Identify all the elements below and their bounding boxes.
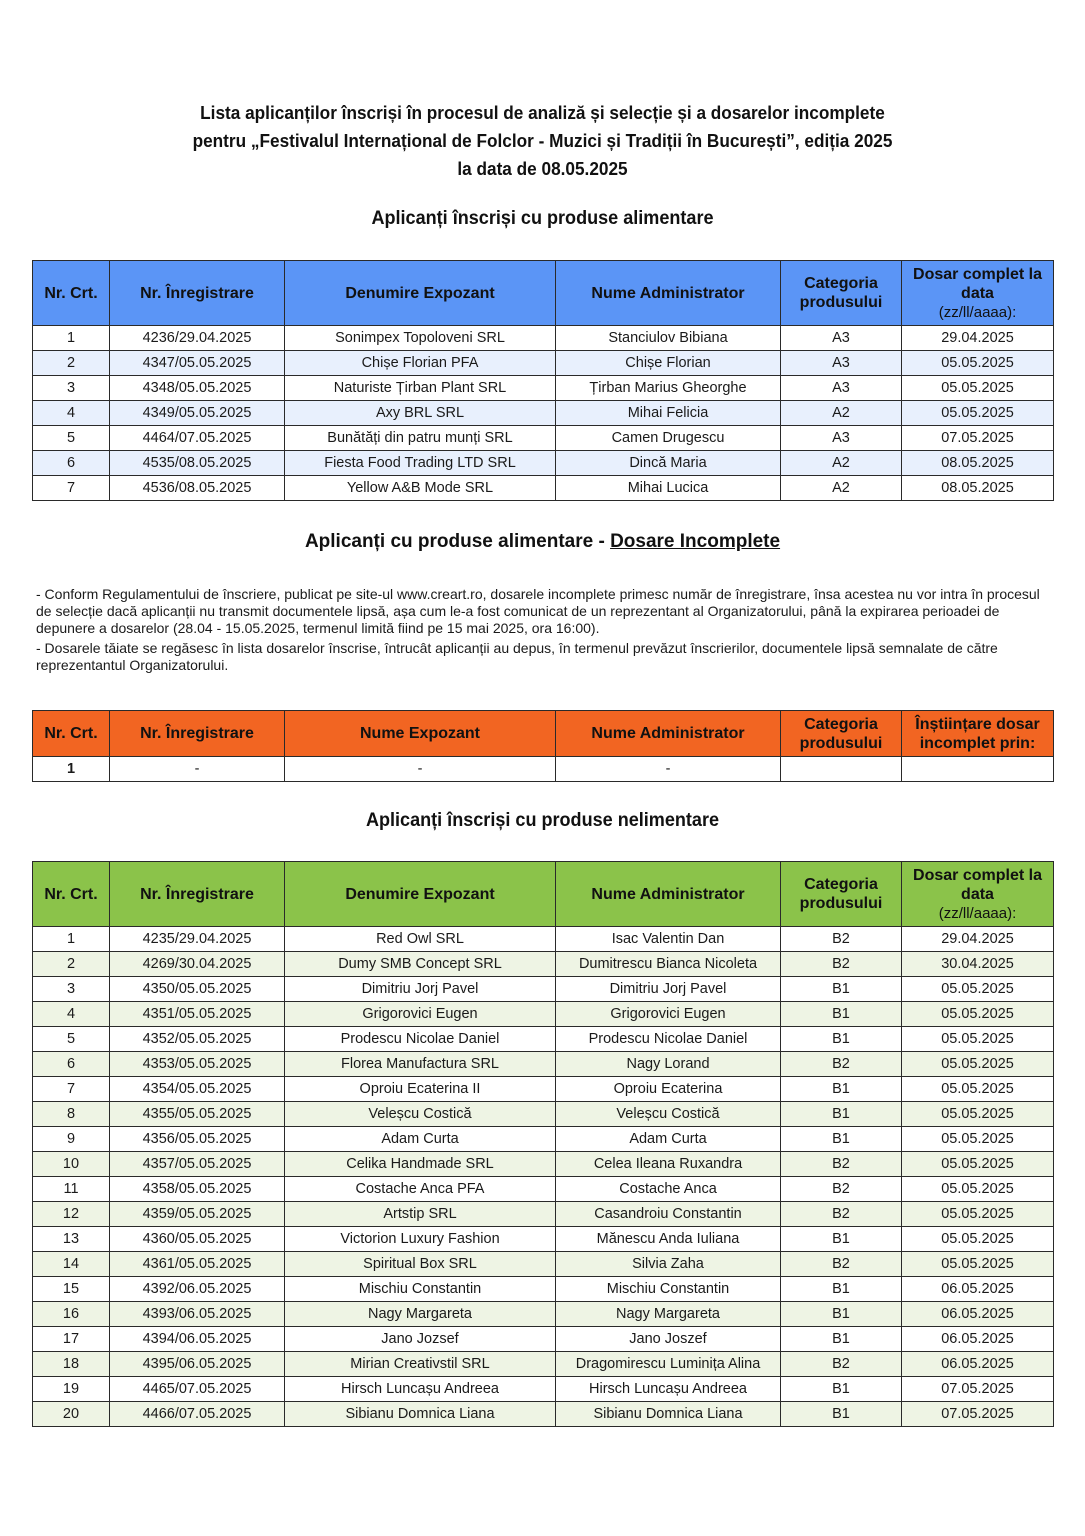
- cell-administrator: Jano Joszef: [556, 1327, 781, 1352]
- column-header-dosar-complet-label: Dosar complet la data: [913, 265, 1042, 302]
- table-row: [33, 1252, 1054, 1277]
- table-row: [33, 1402, 1054, 1427]
- cell-administrator: Camen Drugescu: [556, 426, 781, 451]
- cell-nr-inregistrare: 4360/05.05.2025: [110, 1227, 285, 1252]
- cell-administrator: Țirban Marius Gheorghe: [556, 376, 781, 401]
- cell-expozant: Chișe Florian PFA: [285, 351, 556, 376]
- cell-nr-inregistrare: 4347/05.05.2025: [110, 351, 285, 376]
- table-row: [33, 977, 1054, 1002]
- cell-expozant: Dimitriu Jorj Pavel: [285, 977, 556, 1002]
- column-header-denumire-expozant: Denumire Expozant: [285, 261, 556, 326]
- cell-date: 06.05.2025: [902, 1277, 1054, 1302]
- table-row: [33, 1352, 1054, 1377]
- cell-nr-crt: 1: [33, 326, 110, 351]
- incomplete-notes: [36, 586, 1051, 677]
- cell-date: 05.05.2025: [902, 351, 1054, 376]
- cell-nr-crt: 13: [33, 1227, 110, 1252]
- column-header-nr-crt: Nr. Crt.: [33, 261, 110, 326]
- cell-nr-inregistrare: 4350/05.05.2025: [110, 977, 285, 1002]
- cell-date: 05.05.2025: [902, 1027, 1054, 1052]
- cell-expozant: Costache Anca PFA: [285, 1177, 556, 1202]
- table-row: [33, 1227, 1054, 1252]
- cell-nr-inregistrare: 4353/05.05.2025: [110, 1052, 285, 1077]
- cell-administrator: Casandroiu Constantin: [556, 1202, 781, 1227]
- cell-expozant: -: [285, 757, 556, 782]
- cell-nr-inregistrare: 4358/05.05.2025: [110, 1177, 285, 1202]
- cell-administrator: Nagy Margareta: [556, 1302, 781, 1327]
- table-row: [33, 451, 1054, 476]
- cell-expozant: Grigorovici Eugen: [285, 1002, 556, 1027]
- cell-nr-crt: 10: [33, 1152, 110, 1177]
- cell-categoria: A3: [781, 376, 902, 401]
- cell-expozant: Naturiste Țirban Plant SRL: [285, 376, 556, 401]
- cell-nr-inregistrare: 4359/05.05.2025: [110, 1202, 285, 1227]
- column-header-nume-administrator: Nume Administrator: [556, 862, 781, 927]
- cell-nr-crt: 3: [33, 376, 110, 401]
- cell-nr-crt: 9: [33, 1127, 110, 1152]
- table-row: [33, 351, 1054, 376]
- table-row: [33, 1027, 1054, 1052]
- cell-categoria: B2: [781, 1152, 902, 1177]
- cell-expozant: Mischiu Constantin: [285, 1277, 556, 1302]
- incomplete-files-table: [32, 710, 1054, 782]
- column-header-nume-administrator: Nume Administrator: [556, 711, 781, 757]
- cell-date: 05.05.2025: [902, 401, 1054, 426]
- cell-categoria: B2: [781, 952, 902, 977]
- cell-categoria: B1: [781, 1002, 902, 1027]
- column-header-dosar-complet: [902, 261, 1054, 326]
- cell-nr-inregistrare: 4394/06.05.2025: [110, 1327, 285, 1352]
- cell-administrator: Costache Anca: [556, 1177, 781, 1202]
- column-header-nr-inregistrare: Nr. Înregistrare: [110, 261, 285, 326]
- cell-date: 30.04.2025: [902, 952, 1054, 977]
- cell-nr-crt: 6: [33, 451, 110, 476]
- cell-date: 07.05.2025: [902, 1377, 1054, 1402]
- cell-administrator: Oproiu Ecaterina: [556, 1077, 781, 1102]
- cell-date: 05.05.2025: [902, 1002, 1054, 1027]
- cell-date: 08.05.2025: [902, 451, 1054, 476]
- cell-categoria: B2: [781, 1252, 902, 1277]
- cell-nr-crt: 15: [33, 1277, 110, 1302]
- cell-nr-crt: 6: [33, 1052, 110, 1077]
- cell-date: 05.05.2025: [902, 1177, 1054, 1202]
- cell-date: 05.05.2025: [902, 376, 1054, 401]
- cell-expozant: Celika Handmade SRL: [285, 1152, 556, 1177]
- nonfood-section-title: Aplicanți înscriși cu produse nelimentare: [365, 810, 720, 831]
- cell-nr-inregistrare: 4348/05.05.2025: [110, 376, 285, 401]
- cell-nr-inregistrare: 4269/30.04.2025: [110, 952, 285, 977]
- cell-nr-crt: 17: [33, 1327, 110, 1352]
- cell-nr-inregistrare: 4235/29.04.2025: [110, 927, 285, 952]
- incomplete-section-title: [0, 531, 1085, 553]
- cell-expozant: Axy BRL SRL: [285, 401, 556, 426]
- document-title: [38, 99, 1047, 183]
- cell-nr-inregistrare: 4357/05.05.2025: [110, 1152, 285, 1177]
- cell-expozant: Sibianu Domnica Liana: [285, 1402, 556, 1427]
- column-header-instiintare: Înștiințare dosar incomplet prin:: [902, 711, 1054, 757]
- cell-nr-crt: 7: [33, 476, 110, 501]
- cell-nr-inregistrare: 4535/08.05.2025: [110, 451, 285, 476]
- cell-administrator: Silvia Zaha: [556, 1252, 781, 1277]
- cell-administrator: Adam Curta: [556, 1127, 781, 1152]
- cell-categoria: B2: [781, 927, 902, 952]
- cell-nr-inregistrare: 4464/07.05.2025: [110, 426, 285, 451]
- cell-nr-crt: 20: [33, 1402, 110, 1427]
- cell-expozant: Veleșcu Costică: [285, 1102, 556, 1127]
- cell-date: 06.05.2025: [902, 1352, 1054, 1377]
- cell-administrator: Dumitrescu Bianca Nicoleta: [556, 952, 781, 977]
- cell-expozant: Red Owl SRL: [285, 927, 556, 952]
- note-crossed-files: - Dosarele tăiate se regăsesc în lista dosarelor înscrise, întrucât aplicanții au depus, în termenul prevăzut înscrierilor, documentele lipsă semnalate de către reprezentantul Organizatorului.: [36, 640, 998, 673]
- incomplete-title-prefix: Aplicanți cu produse alimentare -: [304, 531, 611, 552]
- cell-expozant: Hirsch Luncașu Andreea: [285, 1377, 556, 1402]
- cell-nr-inregistrare: -: [110, 757, 285, 782]
- cell-expozant: Artstip SRL: [285, 1202, 556, 1227]
- column-header-nr-crt: Nr. Crt.: [33, 862, 110, 927]
- cell-nr-crt: 18: [33, 1352, 110, 1377]
- cell-administrator: Dragomirescu Luminița Alina: [556, 1352, 781, 1377]
- table-header-row: [33, 711, 1054, 757]
- cell-administrator: Dimitriu Jorj Pavel: [556, 977, 781, 1002]
- cell-date: [902, 757, 1054, 782]
- table-row: [33, 476, 1054, 501]
- cell-categoria: B2: [781, 1202, 902, 1227]
- cell-categoria: A3: [781, 351, 902, 376]
- cell-nr-inregistrare: 4356/05.05.2025: [110, 1127, 285, 1152]
- cell-categoria: B1: [781, 1277, 902, 1302]
- table-row: [33, 326, 1054, 351]
- cell-categoria: B2: [781, 1177, 902, 1202]
- cell-date: 05.05.2025: [902, 1102, 1054, 1127]
- cell-categoria: B1: [781, 1377, 902, 1402]
- cell-categoria: B1: [781, 1227, 902, 1252]
- cell-nr-inregistrare: 4393/06.05.2025: [110, 1302, 285, 1327]
- table-row: [33, 376, 1054, 401]
- cell-expozant: Oproiu Ecaterina II: [285, 1077, 556, 1102]
- cell-nr-crt: 7: [33, 1077, 110, 1102]
- table-row: [33, 1277, 1054, 1302]
- cell-expozant: Sonimpex Topoloveni SRL: [285, 326, 556, 351]
- cell-categoria: B1: [781, 1077, 902, 1102]
- cell-nr-inregistrare: 4465/07.05.2025: [110, 1377, 285, 1402]
- cell-administrator: Prodescu Nicolae Daniel: [556, 1027, 781, 1052]
- cell-date: 05.05.2025: [902, 1152, 1054, 1177]
- cell-nr-inregistrare: 4349/05.05.2025: [110, 401, 285, 426]
- cell-date: 05.05.2025: [902, 1077, 1054, 1102]
- cell-nr-crt: 19: [33, 1377, 110, 1402]
- cell-nr-crt: 3: [33, 977, 110, 1002]
- cell-categoria: B1: [781, 1027, 902, 1052]
- cell-categoria: A2: [781, 451, 902, 476]
- table-header-row: [33, 862, 1054, 927]
- food-table-body: [33, 326, 1054, 501]
- cell-expozant: Yellow A&B Mode SRL: [285, 476, 556, 501]
- cell-nr-crt: 8: [33, 1102, 110, 1127]
- table-row: [33, 1377, 1054, 1402]
- cell-administrator: Dincă Maria: [556, 451, 781, 476]
- cell-date: 06.05.2025: [902, 1302, 1054, 1327]
- table-row: [33, 757, 1054, 782]
- cell-expozant: Adam Curta: [285, 1127, 556, 1152]
- column-header-categoria: Categoria produsului: [781, 711, 902, 757]
- table-header-row: [33, 261, 1054, 326]
- cell-expozant: Jano Jozsef: [285, 1327, 556, 1352]
- cell-nr-inregistrare: 4355/05.05.2025: [110, 1102, 285, 1127]
- cell-administrator: Grigorovici Eugen: [556, 1002, 781, 1027]
- cell-nr-inregistrare: 4361/05.05.2025: [110, 1252, 285, 1277]
- cell-categoria: B1: [781, 1127, 902, 1152]
- cell-date: 05.05.2025: [902, 1252, 1054, 1277]
- cell-nr-inregistrare: 4536/08.05.2025: [110, 476, 285, 501]
- cell-nr-inregistrare: 4392/06.05.2025: [110, 1277, 285, 1302]
- cell-date: 05.05.2025: [902, 1227, 1054, 1252]
- column-header-denumire-expozant: Denumire Expozant: [285, 862, 556, 927]
- title-line-1: Lista aplicanților înscriși în procesul de analiză și selecție și a dosarelor incomplete: [200, 102, 885, 123]
- column-header-nr-inregistrare: Nr. Înregistrare: [110, 862, 285, 927]
- cell-administrator: Stanciulov Bibiana: [556, 326, 781, 351]
- cell-nr-crt: 11: [33, 1177, 110, 1202]
- cell-administrator: Mănescu Anda Iuliana: [556, 1227, 781, 1252]
- cell-nr-inregistrare: 4236/29.04.2025: [110, 326, 285, 351]
- cell-nr-crt: 4: [33, 401, 110, 426]
- column-header-date-format: (zz/ll/aaaa):: [938, 303, 1017, 321]
- title-line-3: la data de 08.05.2025: [457, 158, 628, 179]
- cell-expozant: Florea Manufactura SRL: [285, 1052, 556, 1077]
- cell-date: 29.04.2025: [902, 326, 1054, 351]
- cell-categoria: B1: [781, 1402, 902, 1427]
- cell-categoria: A3: [781, 426, 902, 451]
- table-row: [33, 952, 1054, 977]
- column-header-nume-administrator: Nume Administrator: [556, 261, 781, 326]
- table-row: [33, 1102, 1054, 1127]
- incomplete-table-body: [33, 757, 1054, 782]
- table-row: [33, 1302, 1054, 1327]
- cell-nr-inregistrare: 4354/05.05.2025: [110, 1077, 285, 1102]
- cell-date: 29.04.2025: [902, 927, 1054, 952]
- cell-nr-inregistrare: 4351/05.05.2025: [110, 1002, 285, 1027]
- cell-administrator: Veleșcu Costică: [556, 1102, 781, 1127]
- cell-categoria: B2: [781, 1352, 902, 1377]
- food-applicants-table: [32, 260, 1054, 501]
- cell-expozant: Dumy SMB Concept SRL: [285, 952, 556, 977]
- cell-nr-crt: 4: [33, 1002, 110, 1027]
- cell-expozant: Mirian Creativstil SRL: [285, 1352, 556, 1377]
- cell-nr-inregistrare: 4466/07.05.2025: [110, 1402, 285, 1427]
- cell-date: 05.05.2025: [902, 1202, 1054, 1227]
- food-section-title: Aplicanți înscriși cu produse alimentare: [371, 208, 714, 229]
- cell-administrator: Hirsch Luncașu Andreea: [556, 1377, 781, 1402]
- cell-administrator: Mischiu Constantin: [556, 1277, 781, 1302]
- column-header-nume-expozant: Nume Expozant: [285, 711, 556, 757]
- cell-categoria: A3: [781, 326, 902, 351]
- column-header-nr-inregistrare: Nr. Înregistrare: [110, 711, 285, 757]
- cell-expozant: Nagy Margareta: [285, 1302, 556, 1327]
- column-header-dosar-complet-label: Dosar complet la data: [913, 866, 1042, 903]
- cell-date: 06.05.2025: [902, 1327, 1054, 1352]
- cell-nr-inregistrare: 4352/05.05.2025: [110, 1027, 285, 1052]
- table-row: [33, 1202, 1054, 1227]
- table-row: [33, 1052, 1054, 1077]
- cell-expozant: Spiritual Box SRL: [285, 1252, 556, 1277]
- cell-administrator: -: [556, 757, 781, 782]
- column-header-dosar-complet: [902, 862, 1054, 927]
- cell-date: 05.05.2025: [902, 1052, 1054, 1077]
- cell-administrator: Mihai Felicia: [556, 401, 781, 426]
- nonfood-table-body: [33, 927, 1054, 1427]
- table-row: [33, 927, 1054, 952]
- cell-expozant: Bunătăți din patru munți SRL: [285, 426, 556, 451]
- cell-nr-crt: 5: [33, 1027, 110, 1052]
- table-row: [33, 1152, 1054, 1177]
- column-header-categoria: Categoria produsului: [781, 862, 902, 927]
- cell-administrator: Celea Ileana Ruxandra: [556, 1152, 781, 1177]
- cell-administrator: Chișe Florian: [556, 351, 781, 376]
- cell-administrator: Sibianu Domnica Liana: [556, 1402, 781, 1427]
- title-line-2: pentru „Festivalul Internațional de Folclor - Muzici și Tradiții în București”, ediția 2025: [192, 130, 893, 151]
- table-row: [33, 1177, 1054, 1202]
- note-regulation: - Conform Regulamentului de înscriere, publicat pe site-ul www.creart.ro, dosarele incomplete primesc număr de înregistrare, însa acestea nu vor intra în procesul de selecție dacă aplicanții nu transmit documentele lipsă, așa cum le-a fost comunicat de un reprezentant al Organizatorului, până la expirarea perioadei de depunere a dosarelor (28.04 - 15.05.2025, termenul limită fiind pe 15 mai 2025, ora 16:00).: [36, 586, 1040, 636]
- cell-categoria: B1: [781, 1327, 902, 1352]
- cell-date: 05.05.2025: [902, 977, 1054, 1002]
- cell-expozant: Fiesta Food Trading LTD SRL: [285, 451, 556, 476]
- cell-expozant: Victorion Luxury Fashion: [285, 1227, 556, 1252]
- cell-categoria: B1: [781, 1302, 902, 1327]
- cell-categoria: B1: [781, 1102, 902, 1127]
- nonfood-applicants-table: [32, 861, 1054, 1427]
- incomplete-title-underlined: Dosare Incomplete: [610, 531, 781, 552]
- table-row: [33, 1077, 1054, 1102]
- cell-nr-crt: 5: [33, 426, 110, 451]
- column-header-date-format: (zz/ll/aaaa):: [938, 904, 1017, 922]
- cell-administrator: Isac Valentin Dan: [556, 927, 781, 952]
- cell-nr-inregistrare: 4395/06.05.2025: [110, 1352, 285, 1377]
- cell-date: 08.05.2025: [902, 476, 1054, 501]
- cell-categoria: A2: [781, 476, 902, 501]
- cell-expozant: Prodescu Nicolae Daniel: [285, 1027, 556, 1052]
- cell-date: 07.05.2025: [902, 1402, 1054, 1427]
- cell-nr-crt: 1: [33, 927, 110, 952]
- cell-nr-crt: 2: [33, 351, 110, 376]
- table-row: [33, 426, 1054, 451]
- cell-nr-crt: 1: [33, 757, 110, 782]
- cell-administrator: Nagy Lorand: [556, 1052, 781, 1077]
- cell-nr-crt: 12: [33, 1202, 110, 1227]
- column-header-nr-crt: Nr. Crt.: [33, 711, 110, 757]
- table-row: [33, 1127, 1054, 1152]
- table-row: [33, 1002, 1054, 1027]
- column-header-categoria: Categoria produsului: [781, 261, 902, 326]
- cell-date: 05.05.2025: [902, 1127, 1054, 1152]
- cell-nr-crt: 14: [33, 1252, 110, 1277]
- cell-categoria: A2: [781, 401, 902, 426]
- cell-administrator: Mihai Lucica: [556, 476, 781, 501]
- cell-date: 07.05.2025: [902, 426, 1054, 451]
- cell-categoria: B1: [781, 977, 902, 1002]
- cell-nr-crt: 16: [33, 1302, 110, 1327]
- cell-categoria: B2: [781, 1052, 902, 1077]
- table-row: [33, 401, 1054, 426]
- cell-categoria: [781, 757, 902, 782]
- cell-nr-crt: 2: [33, 952, 110, 977]
- table-row: [33, 1327, 1054, 1352]
